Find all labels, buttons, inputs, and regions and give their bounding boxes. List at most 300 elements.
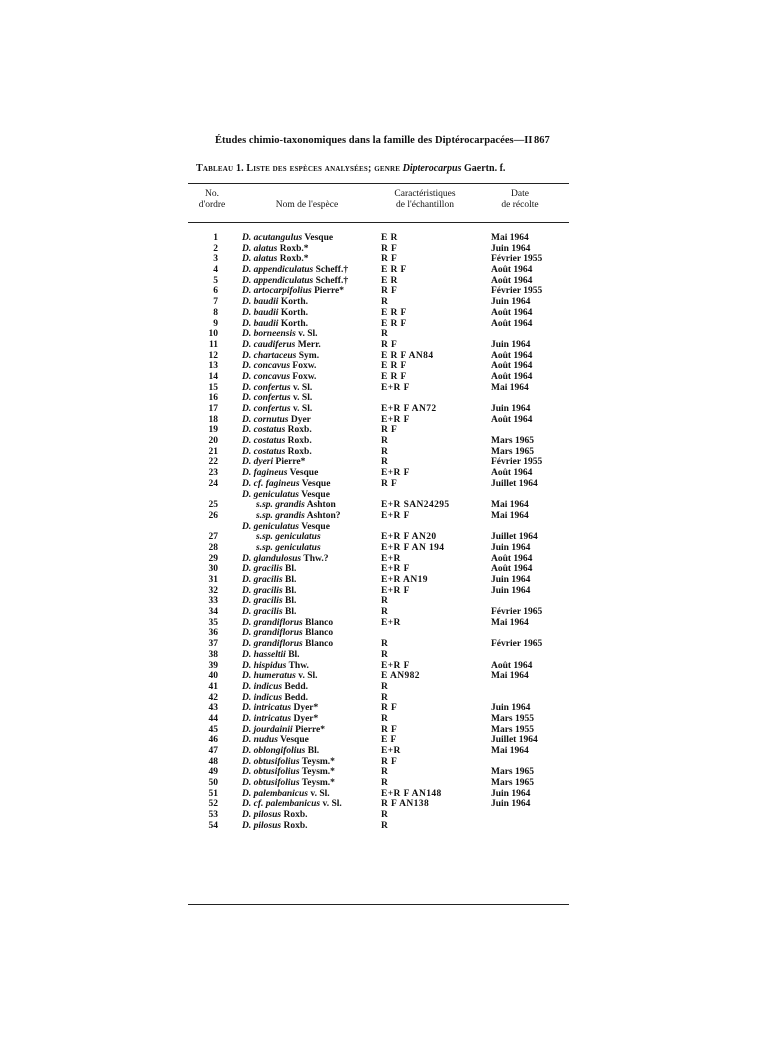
row-number: 36	[208, 628, 218, 639]
sample-characteristics: E+R F	[381, 510, 410, 521]
species-binomial: D. gracilis	[242, 607, 283, 618]
table-row	[188, 789, 569, 800]
species-binomial: D. alatus	[242, 254, 278, 265]
species-author: Dyer	[290, 414, 311, 425]
table-row	[188, 554, 569, 565]
species-binomial: D. intricatus	[242, 713, 292, 724]
table-row	[188, 682, 569, 693]
species-binomial: D. gracilis	[242, 596, 283, 607]
column-header-characteristics	[380, 189, 470, 210]
table-top-rule	[188, 183, 569, 184]
collection-date: Juin 1964	[491, 788, 531, 799]
sample-characteristics: R	[381, 810, 389, 821]
species-author: Pierre*	[314, 286, 344, 297]
species-name	[256, 511, 341, 522]
table-row	[188, 810, 569, 821]
table-title-genus: Dipterocarpus	[402, 163, 462, 174]
table-row	[188, 457, 569, 468]
row-number: 39	[208, 660, 218, 671]
table-row	[188, 286, 569, 297]
species-name	[242, 682, 308, 693]
species-name	[242, 522, 330, 533]
table-row	[188, 671, 569, 682]
collection-date: Février 1955	[491, 286, 543, 297]
table-row	[188, 703, 569, 714]
table-row	[188, 522, 569, 533]
table-row	[188, 714, 569, 725]
table-row	[188, 661, 569, 672]
row-number: 43	[208, 703, 218, 714]
species-name	[242, 725, 325, 736]
species-binomial: D. confertus	[242, 393, 291, 404]
collection-date: Août 1964	[491, 371, 533, 382]
collection-date: Août 1964	[491, 414, 533, 425]
sample-characteristics: E+R	[381, 617, 401, 628]
collection-date: Mai 1964	[491, 510, 529, 521]
collection-date: Juin 1964	[491, 575, 531, 585]
sample-characteristics: R	[381, 329, 389, 340]
row-number: 25	[208, 500, 218, 511]
species-binomial: D. confertus	[242, 404, 291, 414]
species-name	[242, 607, 296, 618]
species-binomial: D. intricatus	[242, 703, 292, 714]
table-row	[188, 244, 569, 255]
table-row	[188, 778, 569, 789]
row-number: 47	[208, 746, 218, 756]
species-binomial: D. jourdainii	[242, 724, 293, 735]
species-binomial: D. hispidus	[242, 660, 287, 671]
collection-date: Juin 1964	[491, 297, 531, 308]
row-number: 8	[213, 307, 218, 318]
sample-characteristics: E R F	[381, 318, 407, 329]
species-name	[242, 735, 309, 746]
table-row	[188, 500, 569, 511]
sample-characteristics: E+R F AN20	[381, 532, 437, 543]
species-name	[242, 329, 318, 340]
row-number: 50	[208, 778, 218, 789]
collection-date: Février 1955	[491, 254, 543, 265]
species-name	[242, 693, 308, 704]
species-author: Teysm.*	[301, 756, 335, 767]
collection-date: Mars 1965	[491, 767, 535, 778]
species-binomial: D. caudiferus	[242, 339, 296, 350]
collection-date: Août 1964	[491, 275, 533, 286]
table-body	[188, 233, 569, 832]
row-number: 34	[208, 607, 218, 618]
species-author: Bl.	[288, 649, 300, 660]
species-author: Bl.	[285, 575, 297, 585]
table-row	[188, 265, 569, 276]
species-binomial: D. concavus	[242, 371, 291, 382]
row-number: 52	[208, 799, 218, 810]
species-binomial: D. cf. fagineus	[242, 478, 300, 489]
table-row	[188, 468, 569, 479]
species-author: Thw.?	[303, 553, 329, 564]
sample-characteristics: R F	[381, 243, 398, 254]
species-name	[242, 308, 308, 319]
running-head: Études chimio-taxonomiques dans la famille des Diptérocarpacées—II	[215, 135, 533, 146]
table-title-label: Tableau 1.	[196, 163, 244, 174]
row-number: 2	[213, 243, 218, 254]
collection-date: Mai 1964	[491, 617, 529, 628]
species-binomial: D. fagineus	[242, 468, 288, 479]
row-number: 35	[208, 617, 218, 628]
species-binomial: D. glandulosus	[242, 553, 302, 564]
collection-date: Mai 1964	[491, 746, 529, 756]
species-binomial: D. hasseltii	[242, 649, 286, 660]
species-binomial: D. palembanicus	[242, 788, 308, 799]
sample-characteristics: R	[381, 457, 389, 468]
collection-date: Mars 1955	[491, 713, 535, 724]
sample-characteristics: E+R F	[381, 564, 410, 575]
species-binomial: s.sp. grandis	[256, 500, 305, 511]
species-author: Ashton	[306, 500, 336, 511]
sample-characteristics: E+R SAN24295	[381, 500, 450, 511]
species-binomial: D. baudii	[242, 297, 279, 308]
row-number: 21	[208, 446, 218, 457]
species-name	[242, 618, 333, 629]
species-author: Teysm.*	[301, 778, 335, 789]
species-name	[242, 415, 311, 426]
species-author: Pierre*	[275, 457, 306, 468]
sample-characteristics: R F	[381, 756, 398, 767]
species-name	[242, 554, 328, 565]
table-row	[188, 383, 569, 394]
row-number: 30	[208, 564, 218, 575]
table-row	[188, 329, 569, 340]
species-author: Roxb.	[287, 436, 312, 447]
column-header-date	[490, 189, 550, 210]
species-name	[242, 265, 348, 276]
species-name	[242, 821, 307, 832]
row-number: 45	[208, 724, 218, 735]
species-binomial: s.sp. grandis	[256, 510, 305, 521]
species-author: v. Sl.	[292, 382, 313, 393]
species-binomial: D. concavus	[242, 361, 291, 372]
species-name	[256, 532, 321, 543]
species-binomial: D. borneensis	[242, 329, 296, 340]
table-bottom-rule	[188, 904, 569, 905]
species-binomial: D. dyeri	[242, 457, 274, 468]
species-name	[242, 404, 312, 415]
table-row	[188, 404, 569, 415]
table-row	[188, 361, 569, 372]
row-number: 53	[208, 810, 218, 821]
row-number: 14	[208, 371, 218, 382]
species-binomial: D. costatus	[242, 446, 286, 457]
table-row	[188, 490, 569, 501]
table-row	[188, 607, 569, 618]
row-number: 28	[208, 542, 218, 553]
sample-characteristics: R	[381, 297, 389, 308]
collection-date: Août 1964	[491, 564, 533, 575]
row-number: 42	[208, 692, 218, 703]
species-binomial: D. pilosus	[242, 820, 282, 831]
species-binomial: D. obtusifolius	[242, 778, 300, 789]
row-number: 15	[208, 382, 218, 393]
sample-characteristics: R	[381, 692, 389, 703]
collection-date: Juin 1964	[491, 703, 531, 714]
species-binomial: D. pilosus	[242, 810, 282, 821]
collection-date: Mars 1965	[491, 446, 535, 457]
species-name	[256, 500, 336, 511]
species-binomial: D. obtusifolius	[242, 767, 300, 778]
species-author: Vesque	[304, 233, 334, 243]
table-row	[188, 393, 569, 404]
table-row	[188, 628, 569, 639]
species-author: Roxb.*	[279, 243, 309, 254]
species-name	[242, 810, 307, 821]
table-row	[188, 725, 569, 736]
species-binomial: D. geniculatus	[242, 521, 300, 532]
species-name	[242, 319, 308, 330]
species-author: Korth.	[280, 297, 308, 308]
column-header-number-line2: d'ordre	[198, 199, 226, 210]
row-number: 32	[208, 585, 218, 596]
species-author: Bedd.	[284, 681, 308, 692]
species-name	[242, 778, 335, 789]
species-author: Foxw.	[292, 361, 317, 372]
species-binomial: D. grandiflorus	[242, 628, 303, 639]
row-number: 12	[208, 350, 218, 361]
sample-characteristics: E R F	[381, 361, 407, 372]
species-author: Vesque	[280, 735, 309, 746]
table-row	[188, 479, 569, 490]
sample-characteristics: R F AN138	[381, 799, 430, 810]
row-number: 3	[213, 254, 218, 265]
table-row	[188, 436, 569, 447]
row-number: 13	[208, 361, 218, 372]
sample-characteristics: E R F	[381, 265, 407, 276]
species-name	[242, 746, 319, 757]
species-binomial: D. grandiflorus	[242, 639, 303, 650]
sample-characteristics: E+R F	[381, 585, 410, 596]
column-header-name	[247, 200, 367, 211]
sample-characteristics: R F	[381, 425, 398, 436]
row-number: 24	[208, 478, 218, 489]
sample-characteristics: R	[381, 681, 389, 692]
table-row	[188, 639, 569, 650]
collection-date: Août 1964	[491, 307, 533, 318]
species-name	[242, 276, 348, 287]
row-number: 5	[213, 275, 218, 286]
collection-date: Juillet 1964	[491, 478, 538, 489]
species-binomial: D. chartaceus	[242, 350, 297, 361]
row-number: 19	[208, 425, 218, 436]
species-author: v. Sl.	[292, 404, 313, 414]
collection-date: Juillet 1964	[491, 735, 538, 746]
row-number: 41	[208, 681, 218, 692]
sample-characteristics: E R F	[381, 307, 407, 318]
table-row	[188, 425, 569, 436]
row-number: 20	[208, 436, 218, 447]
row-number: 17	[208, 404, 218, 414]
sample-characteristics: R	[381, 436, 389, 447]
species-author: Roxb.*	[279, 254, 309, 265]
page-number: 867	[534, 135, 550, 146]
species-author: Pierre*	[295, 724, 325, 735]
sample-characteristics: R	[381, 639, 389, 650]
species-binomial: D. cornutus	[242, 414, 289, 425]
collection-date: Mars 1965	[491, 778, 535, 789]
sample-characteristics: E+R F AN72	[381, 404, 437, 414]
collection-date: Août 1964	[491, 265, 533, 276]
table-row	[188, 799, 569, 810]
collection-date: Février 1965	[491, 639, 543, 650]
species-name	[242, 468, 318, 479]
row-number: 4	[213, 265, 218, 276]
sample-characteristics: E R F AN84	[381, 350, 434, 361]
collection-date: Juin 1964	[491, 542, 531, 553]
collection-date: Août 1964	[491, 468, 533, 479]
species-binomial: D. obtusifolius	[242, 756, 300, 767]
species-binomial: D. gracilis	[242, 585, 283, 596]
species-author: Teysm.*	[301, 767, 335, 778]
species-author: Ashton?	[306, 510, 341, 521]
table-row	[188, 757, 569, 768]
table-title-author: Gaertn. f.	[464, 163, 506, 174]
species-name	[242, 575, 296, 586]
species-name	[242, 436, 312, 447]
sample-characteristics: R	[381, 596, 389, 607]
species-author: Vesque	[289, 468, 319, 479]
species-name	[242, 340, 321, 351]
collection-date: Mai 1964	[491, 382, 529, 393]
collection-date: Février 1955	[491, 457, 543, 468]
table-title-text: Liste des espèces analysées; genre	[246, 163, 401, 174]
sample-characteristics: E R	[381, 233, 398, 243]
row-number: 33	[208, 596, 218, 607]
collection-date: Février 1965	[491, 607, 543, 618]
species-name	[242, 351, 319, 362]
collection-date: Juillet 1964	[491, 532, 538, 543]
species-binomial: D. costatus	[242, 436, 286, 447]
row-number: 29	[208, 553, 218, 564]
species-name	[242, 586, 296, 597]
species-author: v. Sl.	[298, 329, 318, 340]
species-author: v. Sl.	[310, 788, 330, 799]
species-binomial: D. appendiculatus	[242, 265, 314, 276]
species-author: Dyer*	[293, 713, 319, 724]
species-author: Merr.	[297, 339, 321, 350]
row-number: 44	[208, 713, 218, 724]
column-header-number-line1: No.	[205, 189, 219, 199]
collection-date: Août 1964	[491, 318, 533, 329]
species-name	[242, 457, 305, 468]
species-author: Dyer*	[293, 703, 319, 714]
sample-characteristics: R	[381, 713, 389, 724]
species-binomial: D. indicus	[242, 681, 283, 692]
species-binomial: D. baudii	[242, 307, 279, 318]
species-name	[242, 661, 309, 672]
table-row	[188, 233, 569, 244]
species-author: Vesque	[301, 489, 330, 500]
collection-date: Mai 1964	[491, 500, 529, 511]
table-row	[188, 543, 569, 554]
species-binomial: D. baudii	[242, 318, 279, 329]
sample-characteristics: R	[381, 607, 389, 618]
species-name	[256, 543, 321, 554]
table-row	[188, 586, 569, 597]
sample-characteristics: E R	[381, 275, 398, 286]
collection-date: Août 1964	[491, 361, 533, 372]
species-author: v. Sl.	[292, 393, 313, 404]
column-header-date-line2: de récolte	[501, 199, 539, 210]
column-header-characteristics-line2: de l'échantillon	[396, 199, 454, 210]
column-header-characteristics-line1: Caractéristiques	[394, 189, 456, 199]
row-number: 37	[208, 639, 218, 650]
species-name	[242, 596, 296, 607]
species-name	[242, 254, 309, 265]
species-binomial: D. appendiculatus	[242, 275, 314, 286]
species-name	[242, 297, 308, 308]
table-row	[188, 415, 569, 426]
table-row	[188, 693, 569, 704]
species-name	[242, 703, 318, 714]
sample-characteristics: R F	[381, 703, 398, 714]
species-author: Blanco	[305, 639, 334, 650]
species-author: Scheff.†	[315, 265, 349, 276]
table-row	[188, 735, 569, 746]
table-row	[188, 372, 569, 383]
species-name	[242, 799, 342, 810]
sample-characteristics: E+R F	[381, 468, 410, 479]
row-number: 9	[213, 318, 218, 329]
row-number: 54	[208, 820, 218, 831]
collection-date: Juin 1964	[491, 243, 531, 254]
species-name	[242, 383, 312, 394]
table-header-rule	[188, 222, 569, 223]
species-author: Bedd.	[284, 692, 308, 703]
sample-characteristics: E+R	[381, 553, 401, 564]
row-number: 27	[208, 532, 218, 543]
table-row	[188, 575, 569, 586]
table-row	[188, 618, 569, 629]
species-name	[242, 244, 309, 255]
species-binomial: D. alatus	[242, 243, 278, 254]
species-name	[242, 639, 333, 650]
row-number: 22	[208, 457, 218, 468]
row-number: 18	[208, 414, 218, 425]
species-name	[242, 628, 333, 639]
species-author: v. Sl.	[322, 799, 342, 810]
species-name	[242, 286, 344, 297]
species-author: Roxb.	[287, 446, 312, 457]
row-number: 10	[208, 329, 218, 340]
sample-characteristics: E+R F AN 194	[381, 542, 445, 553]
sample-characteristics: R	[381, 778, 389, 789]
species-author: Bl.	[285, 564, 297, 575]
species-author: Vesque	[301, 521, 330, 532]
species-binomial: D. gracilis	[242, 564, 283, 575]
species-author: Roxb.	[287, 425, 312, 436]
species-name	[242, 671, 318, 682]
row-number: 51	[208, 788, 218, 799]
species-author: Vesque	[301, 478, 331, 489]
species-name	[242, 767, 335, 778]
species-author: Bl.	[285, 585, 297, 596]
collection-date: Juin 1964	[491, 585, 531, 596]
collection-date: Juin 1964	[491, 339, 531, 350]
species-name	[242, 372, 316, 383]
species-author: Bl.	[307, 746, 320, 756]
species-author: Korth.	[280, 318, 308, 329]
species-author: Roxb.	[283, 820, 308, 831]
species-author: Scheff.†	[315, 275, 349, 286]
sample-characteristics: E+R F	[381, 414, 410, 425]
species-binomial: D. geniculatus	[242, 489, 300, 500]
species-author: Foxw.	[292, 371, 317, 382]
